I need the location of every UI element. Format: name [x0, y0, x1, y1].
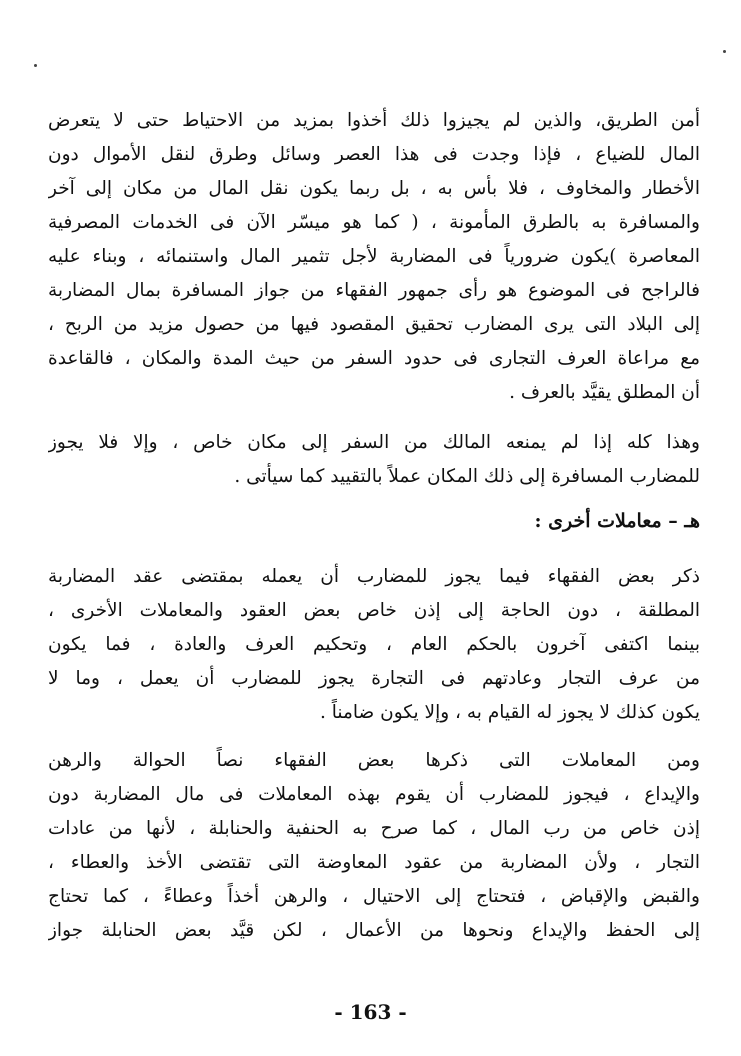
text-line: بينما اكتفى آخرون بالحكم العام ، وتحكيم العرف والعادة ، فما يكون: [48, 634, 700, 655]
section-heading: هـ – معاملات أخرى :: [534, 510, 700, 532]
text-line: ومن المعاملات التى ذكرها بعض الفقهاء نصاً الحوالة والرهن: [48, 750, 700, 771]
text-line: المعاصرة )يكون ضرورياً فى المضاربة لأجل تثمير المال واستنمائه ، وبناء عليه: [48, 246, 700, 267]
page-number: - 163 -: [334, 1000, 407, 1024]
text-line: يكون كذلك لا يجوز له القيام به ، وإلا يكون ضامناً .: [320, 702, 700, 723]
text-line: إذن خاص من رب المال ، كما صرح به الحنفية والحنابلة ، لأنها من عادات: [48, 818, 700, 839]
text-line: من عرف التجار وعادتهم فى التجارة يجوز للمضارب أن يعمل ، وما لا: [48, 668, 700, 689]
text-line: أن المطلق يقيَّد بالعرف .: [509, 382, 700, 403]
text-line: فالراجح فى الموضوع هو رأى جمهور الفقهاء من جواز المسافرة بمال المضاربة: [48, 280, 700, 301]
text-line: المطلقة ، دون الحاجة إلى إذن خاص بعض العقود والمعاملات الأخرى ،: [48, 600, 700, 621]
text-line: للمضارب المسافرة إلى ذلك المكان عملاً بالتقييد كما سيأتى .: [234, 466, 700, 487]
text-line: ذكر بعض الفقهاء فيما يجوز للمضارب أن يعمله بمقتضى عقد المضاربة: [48, 566, 700, 587]
paragraph-1: [48, 104, 700, 410]
text-line: إلى الحفظ والإيداع ونحوها من الأعمال ، لكن قيَّد بعض الحنابلة جواز: [48, 920, 700, 941]
text-line: وهذا كله إذا لم يمنعه المالك من السفر إلى مكان خاص ، وإلا فلا يجوز: [48, 432, 700, 453]
paragraph-4: [48, 744, 700, 948]
text-line: أمن الطريق، والذين لم يجيزوا ذلك أخذوا بمزيد من الاحتياط حتى لا يتعرض: [48, 110, 700, 131]
scan-speck: [34, 64, 37, 67]
text-line: المال للضياع ، فإذا وجدت فى هذا العصر وسائل وطرق لنقل الأموال دون: [48, 144, 700, 165]
paragraph-2: [48, 426, 700, 494]
text-line: الأخطار والمخاوف ، فلا بأس به ، بل ربما يكون نقل المال من مكان إلى آخر: [48, 178, 700, 199]
paragraph-3: [48, 560, 700, 730]
text-line: إلى البلاد التى يرى المضارب تحقيق المقصود فيها من حصول مزيد من الربح ،: [48, 314, 700, 335]
text-line: والإيداع ، فيجوز للمضارب أن يقوم بهذه المعاملات فى مال المضاربة دون: [48, 784, 700, 805]
text-line: التجار ، ولأن المضاربة من عقود المعاوضة التى تقتضى الأخذ والعطاء ،: [48, 852, 700, 873]
scan-speck: [723, 50, 726, 53]
text-line: والقبض والإقباض ، فتحتاج إلى الاحتيال ، والرهن أخذاً وعطاءً ، كما تحتاج: [48, 886, 700, 907]
text-line: والمسافرة به بالطرق المأمونة ، ( كما هو ميسّر الآن فى الخدمات المصرفية: [48, 212, 700, 233]
text-line: مع مراعاة العرف التجارى فى حدود السفر من حيث المدة والمكان ، فالقاعدة: [48, 348, 700, 369]
